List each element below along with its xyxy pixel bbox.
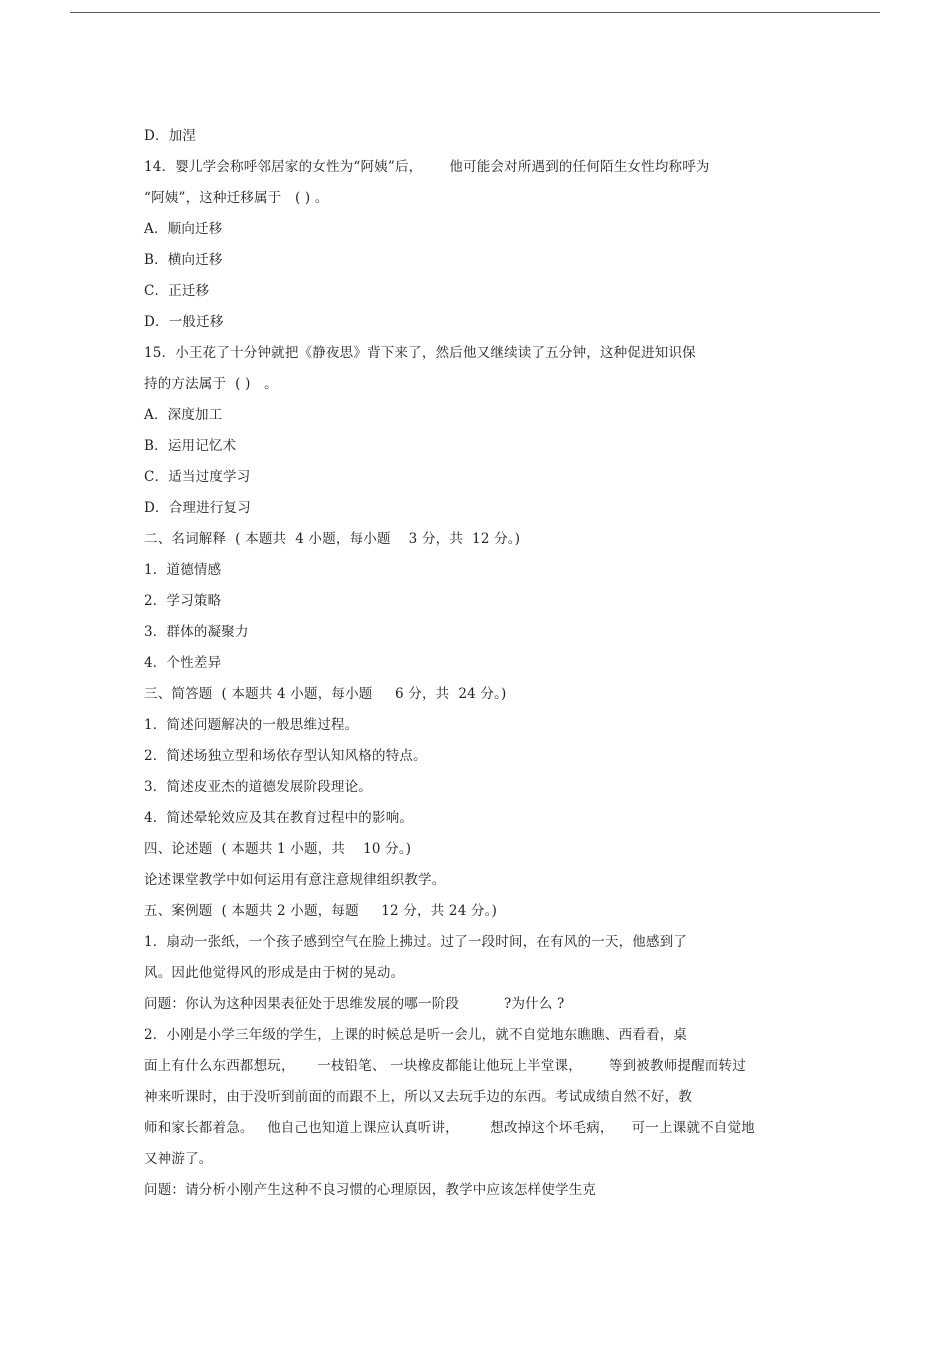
section-heading: 四、论述题 ( 本题共 1 小题，共 10 分。): [144, 841, 412, 857]
text-line: 又神游了。: [144, 1151, 213, 1167]
text-line: 论述课堂教学中如何运用有意注意规律组织教学。: [144, 872, 446, 888]
text-line: 14．婴儿学会称呼邻居家的女性为“阿姨”后， 他可能会对所遇到的任何陌生女性均称呼为: [144, 159, 710, 175]
text-line: 15．小王花了十分钟就把《静夜思》背下来了，然后他又继续读了五分钟，这种促进知识保: [144, 345, 696, 361]
text-line: 持的方法属于 ( ) 。: [144, 376, 278, 392]
text-line: 2．学习策略: [144, 593, 222, 609]
text-line: 1．道德情感: [144, 562, 222, 578]
text-line: A．深度加工: [144, 407, 223, 423]
text-line: 4．简述晕轮效应及其在教育过程中的影响。: [144, 810, 414, 826]
text-line: A．顺向迁移: [144, 221, 223, 237]
text-line: 神来听课时，由于没听到前面的而跟不上，所以又去玩手边的东西。考试成绩自然不好，教: [144, 1089, 692, 1105]
section-heading: 三、简答题 ( 本题共 4 小题，每小题 6 分，共 24 分。): [144, 686, 507, 702]
section-heading: 五、案例题 ( 本题共 2 小题，每题 12 分，共 24 分。): [144, 903, 498, 919]
text-line: D．加涅: [144, 128, 197, 144]
text-line: D．一般迁移: [144, 314, 224, 330]
text-line: 3．简述皮亚杰的道德发展阶段理论。: [144, 779, 372, 795]
text-line: 1．简述问题解决的一般思维过程。: [144, 717, 359, 733]
text-line: 风。因此他觉得风的形成是由于树的晃动。: [144, 965, 405, 981]
text-line: 2．简述场独立型和场依存型认知风格的特点。: [144, 748, 427, 764]
section-heading: 二、名词解释 ( 本题共 4 小题，每小题 3 分，共 12 分。): [144, 531, 521, 547]
document-body: [144, 124, 804, 1209]
text-line: 师和家长都着急。 他自己也知道上课应认真听讲， 想改掉这个坏毛病， 可一上课就不自觉地: [144, 1120, 755, 1136]
text-line: 2．小刚是小学三年级的学生，上课的时候总是听一会儿，就不自觉地东瞧瞧、西看看，桌: [144, 1027, 688, 1043]
text-line: C．正迁移: [144, 283, 210, 299]
text-line: 问题：你认为这种因果表征处于思维发展的哪一阶段 ?为什么 ?: [144, 996, 565, 1012]
text-line: 4．个性差异: [144, 655, 222, 671]
text-line: 3．群体的凝聚力: [144, 624, 249, 640]
text-line: B．运用记忆术: [144, 438, 237, 454]
header-rule: [70, 12, 880, 13]
text-line: C．适当过度学习: [144, 469, 251, 485]
text-line: 面上有什么东西都想玩， 一枝铅笔、 一块橡皮都能让他玩上半堂课， 等到被教师提醒而转过: [144, 1058, 746, 1074]
text-line: “阿姨”，这种迁移属于 ( ) 。: [144, 190, 329, 206]
text-line: 1．扇动一张纸，一个孩子感到空气在脸上拂过。过了一段时间，在有风的一天，他感到了: [144, 934, 688, 950]
text-line: 问题：请分析小刚产生这种不良习惯的心理原因，教学中应该怎样使学生克: [144, 1182, 597, 1198]
text-line: B．横向迁移: [144, 252, 223, 268]
text-line: D．合理进行复习: [144, 500, 251, 516]
